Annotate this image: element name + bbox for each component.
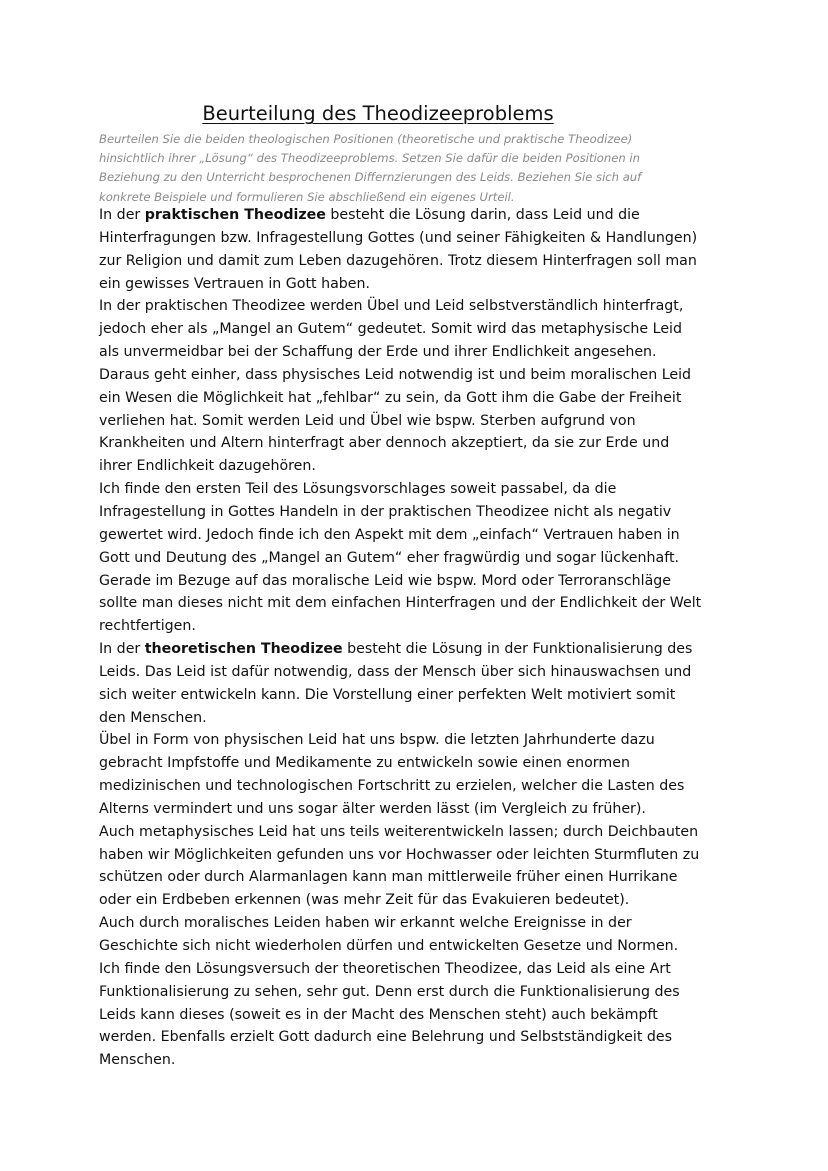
essay-line: Gerade im Bezuge auf das moralische Leid wie bspw. Mord oder Terroranschläge: [99, 572, 671, 589]
essay-line: ein Wesen die Möglichkeit hat „fehlbar“ zu sein, da Gott ihm die Gabe der Freiheit: [99, 389, 682, 406]
task-instructions: [99, 130, 789, 207]
essay-line: [99, 204, 799, 227]
task-line: hinsichtlich ihrer „Lösung“ des Theodizeeproblems. Setzen Sie dafür die beiden Positionen in: [99, 151, 640, 166]
essay-line: Krankheiten und Altern hinterfragt aber dennoch akzeptiert, da sie zur Erde und: [99, 435, 670, 452]
essay-line: Ich finde den Lösungsversuch der theoretischen Theodizee, das Leid als eine Art: [99, 960, 671, 977]
essay-line: Auch durch moralisches Leiden haben wir erkannt welche Ereignisse in der: [99, 915, 632, 932]
task-line: Beurteilen Sie die beiden theologischen Positionen (theoretische und praktische Theodizee): [99, 132, 633, 146]
essay-line: Leids kann dieses (soweit es in der Macht des Menschen steht) auch bekämpft: [99, 1006, 658, 1023]
essay-line: Infragestellung in Gottes Handeln in der praktischen Theodizee nicht als negativ: [99, 503, 672, 520]
essay-line: Daraus geht einher, dass physisches Leid notwendig ist und beim moralischen Leid: [99, 366, 692, 383]
essay-line: medizinischen und technologischen Fortschritt zu erzielen, welcher die Lasten des: [99, 778, 685, 795]
essay-line: Funktionalisierung zu sehen, sehr gut. Denn erst durch die Funktionalisierung des: [99, 983, 680, 1000]
task-line: konkrete Beispiele und formulieren Sie abschließend ein eigenes Urteil.: [99, 189, 515, 204]
essay-line: Alterns vermindert und uns sogar älter werden lässt (im Vergleich zu früher).: [99, 800, 646, 817]
essay-line: Menschen.: [99, 1052, 176, 1069]
essay-line: schützen oder durch Alarmanlagen kann man mittlerweile früher einen Hurrikane: [99, 869, 678, 886]
essay-line-text: In der: [99, 207, 145, 223]
essay-line: Gott und Deutung des „Mangel an Gutem“ eher fragwürdig und sogar lückenhaft.: [99, 549, 680, 566]
essay-line: verliehen hat. Somit werden Leid und Übel wie bspw. Sterben aufgrund von: [99, 412, 636, 429]
essay-line: rechtfertigen.: [99, 618, 196, 635]
document-title: Beurteilung des Theodizeeproblems: [202, 102, 554, 125]
essay-line: oder ein Erdbeben erkennen (was mehr Zeit für das Evakuieren bedeutet).: [99, 892, 630, 909]
essay-line-text: besteht die Lösung in der Funktionalisierung des: [342, 641, 693, 658]
essay-line: Leids. Das Leid ist dafür notwendig, dass der Mensch über sich hinauswachsen und: [99, 663, 692, 680]
essay-line: werden. Ebenfalls erzielt Gott dadurch eine Belehrung und Selbstständigkeit des: [99, 1029, 673, 1046]
essay-line: als unvermeidbar bei der Schaffung der Erde und ihrer Endlichkeit angesehen.: [99, 344, 657, 361]
essay-body: [99, 204, 799, 1072]
essay-line: Geschichte sich nicht wiederholen dürfen und entwickelten Gesetze und Normen.: [99, 938, 679, 954]
essay-line: sich weiter entwickeln kann. Die Vorstellung einer perfekten Welt motiviert somit: [99, 686, 676, 703]
essay-line: ihrer Endlichkeit dazugehören.: [99, 458, 316, 475]
essay-line-text: In der: [99, 641, 145, 658]
essay-line: gewertet wird. Jedoch finde ich den Aspekt mit dem „einfach“ Vertrauen haben in: [99, 526, 680, 543]
essay-line: zur Religion und damit zum Leben dazugehören. Trotz diesem Hinterfragen soll man: [99, 252, 697, 269]
essay-line: jedoch eher als „Mangel an Gutem“ gedeutet. Somit wird das metaphysische Leid: [99, 321, 682, 338]
essay-line: sollte man dieses nicht mit dem einfachen Hinterfragen und der Endlichkeit der Welt: [99, 595, 702, 612]
essay-line: [99, 638, 799, 661]
emphasized-term: praktischen Theodizee: [144, 207, 326, 223]
essay-line: Übel in Form von physischen Leid hat uns bspw. die letzten Jahrhunderte dazu: [99, 732, 655, 749]
emphasized-term: theoretischen Theodizee: [144, 641, 343, 658]
essay-line: Ich finde den ersten Teil des Lösungsvorschlages soweit passabel, da die: [99, 481, 617, 498]
essay-line: gebracht Impfstoffe und Medikamente zu entwickeln sowie einen enormen: [99, 755, 630, 772]
task-line: Beziehung zu den Unterricht besprochenen Differnzierungen des Leids. Beziehen Sie sich auf: [99, 170, 642, 185]
essay-line: den Menschen.: [99, 709, 207, 726]
essay-line: Auch metaphysisches Leid hat uns teils weiterentwickeln lassen; durch Deichbauten: [99, 823, 699, 840]
essay-line: Hinterfragungen bzw. Infragestellung Gottes (und seiner Fähigkeiten & Handlungen): [99, 229, 698, 246]
essay-line: haben wir Möglichkeiten gefunden uns vor Hochwasser oder leichten Sturmfluten zu: [99, 846, 700, 863]
essay-line: In der praktischen Theodizee werden Übel und Leid selbstverständlich hinterfragt,: [99, 298, 684, 315]
essay-line: ein gewisses Vertrauen in Gott haben.: [99, 275, 371, 292]
essay-line-text: besteht die Lösung darin, dass Leid und die: [325, 207, 640, 223]
